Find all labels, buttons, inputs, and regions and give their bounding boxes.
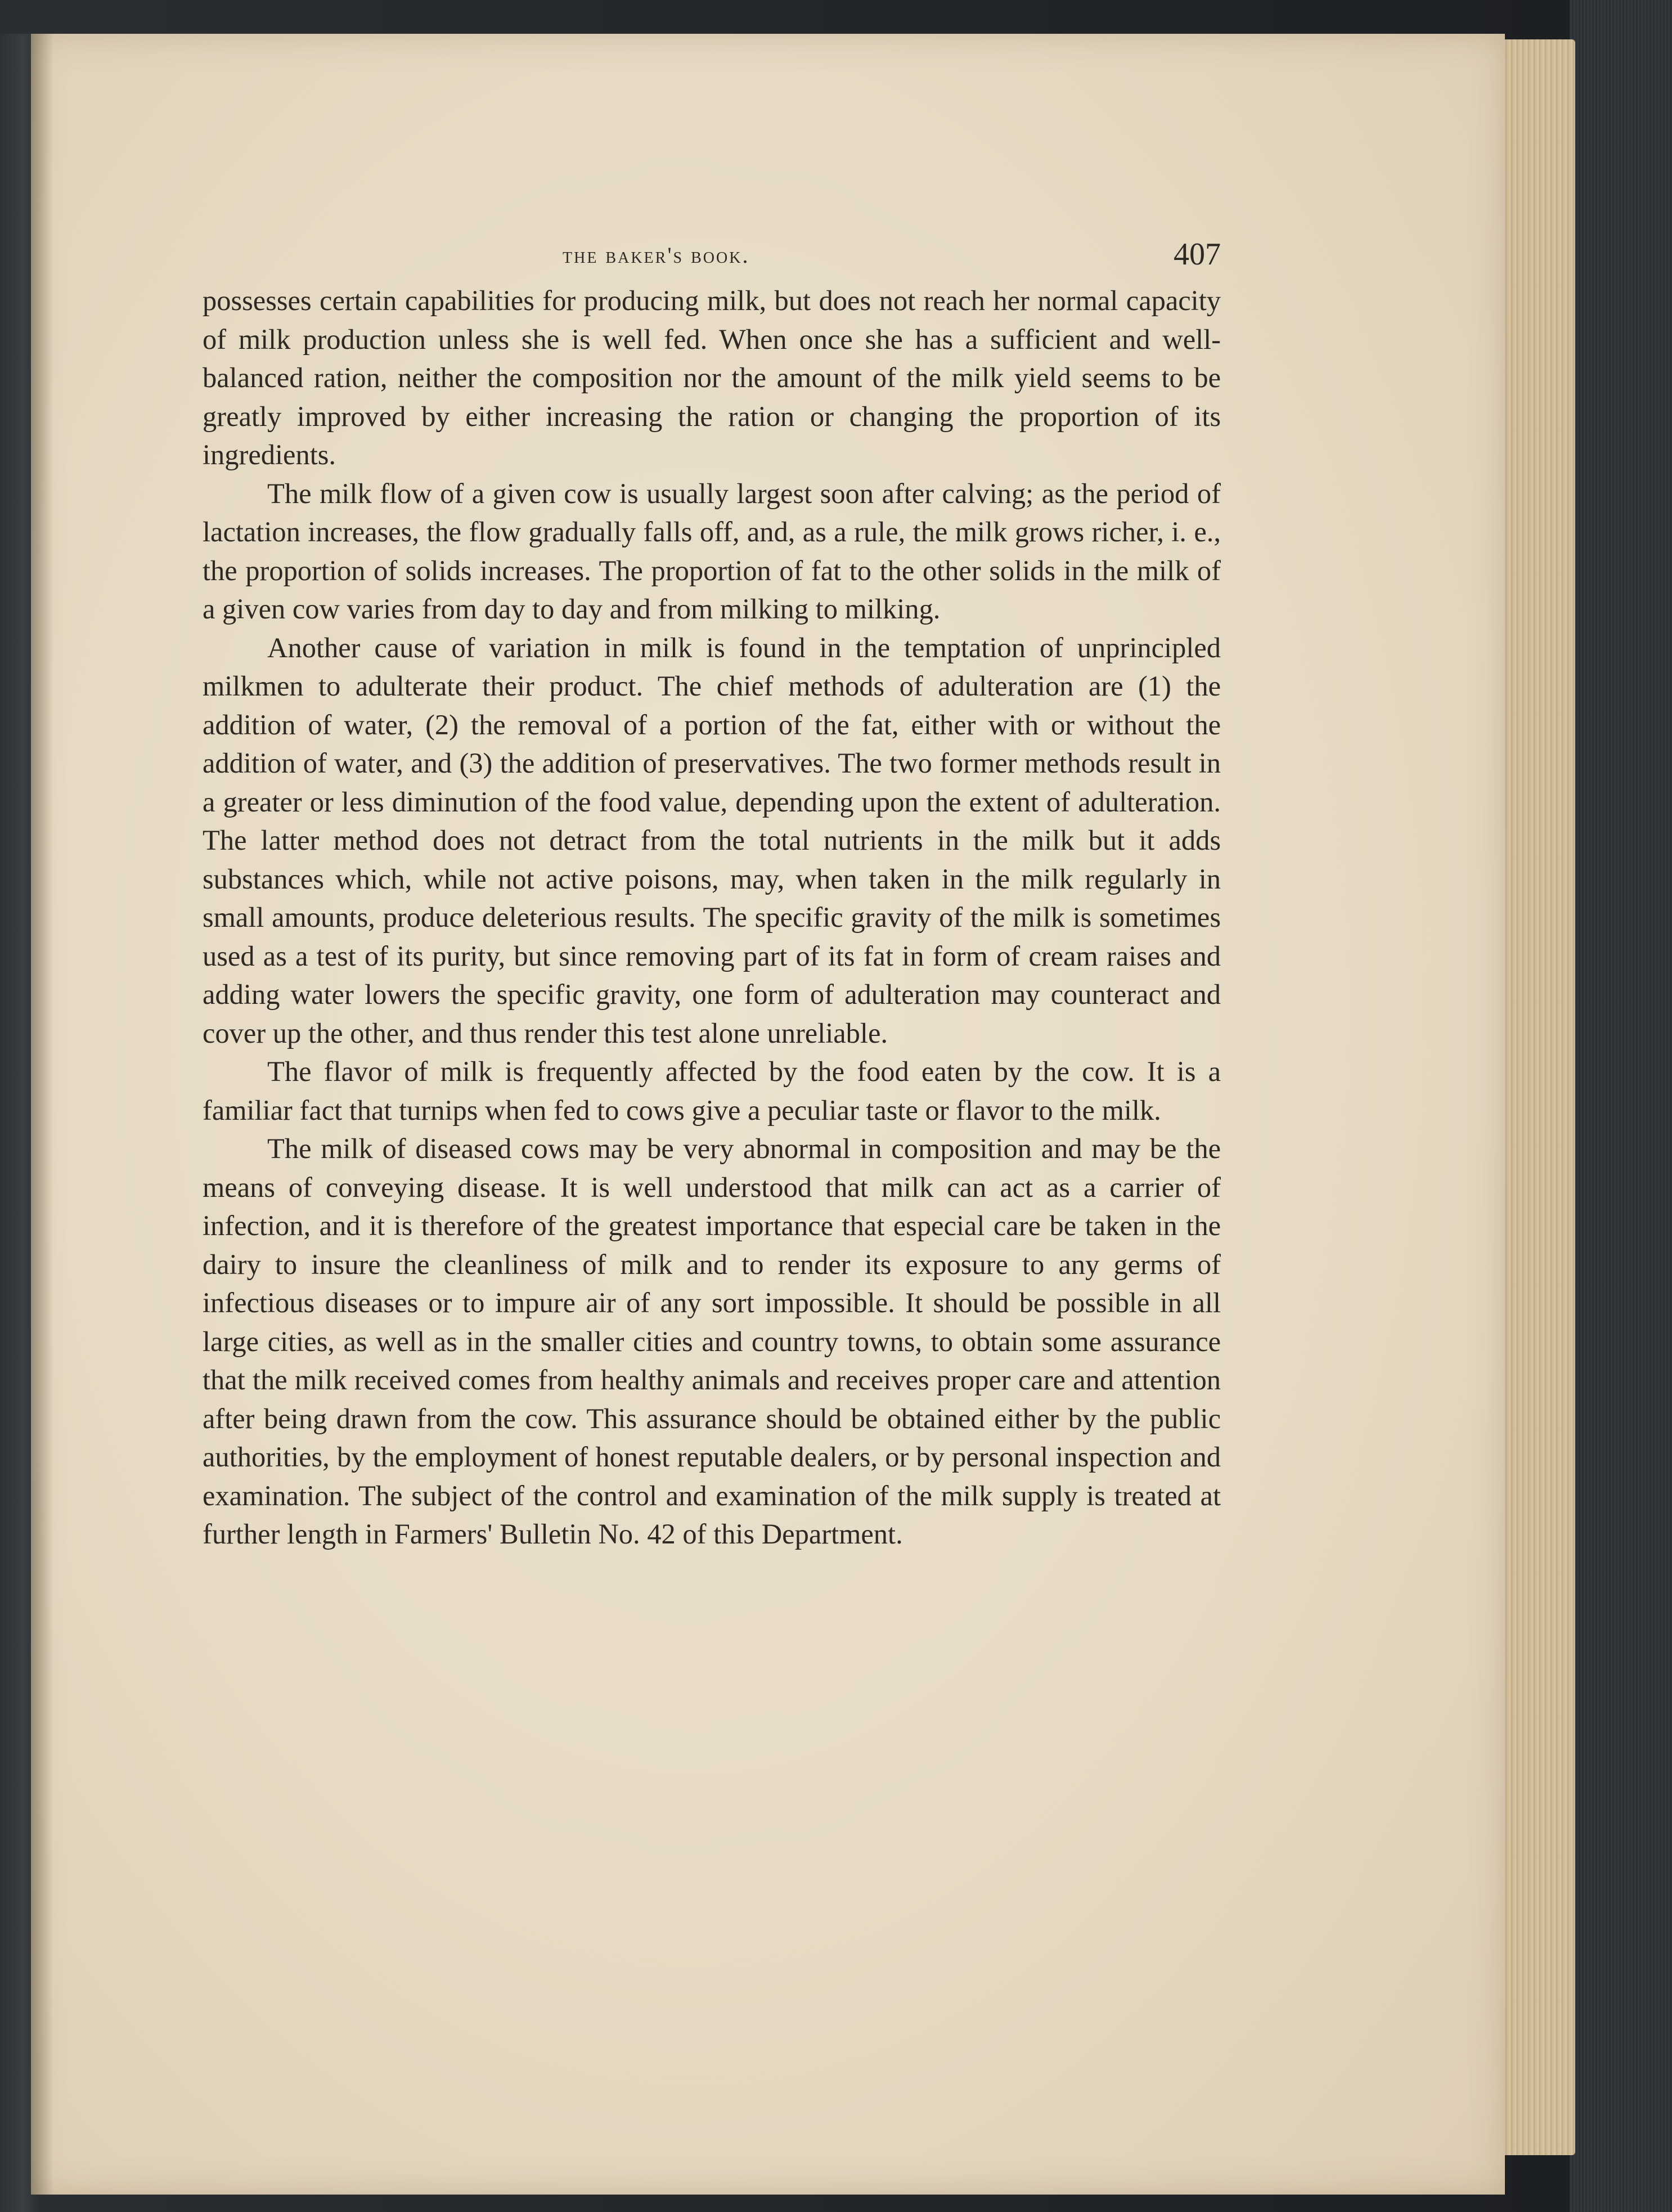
page-number: 407 xyxy=(1174,237,1221,272)
running-title: the baker's book. xyxy=(563,243,750,268)
paragraph-5: The milk of diseased cows may be very abnormal in composition and may be the means of conveying disease. It is well understood that milk can act as a carrier of infection, and it is therefore of the greatest importance that especial care be taken in the dairy to insure the cleanliness of milk and to render its exposure to any germs of infectious diseases or to impure air of any sort impossible. It should be possible in all large cities, as well as in the smaller cities and country towns, to obtain some assurance that the milk received comes from healthy animals and receives proper care and attention after being drawn from the cow. This assurance should be obtained either by the public authorities, by the employment of honest reputable dealers, or by personal inspection and examination. The subject of the control and examination of the milk supply is treated at further length in Farmers' Bulletin No. 42 of this Department. xyxy=(203,1133,1221,1550)
page-gutter-shadow xyxy=(31,34,53,2195)
paragraph-2: The milk flow of a given cow is usually largest soon after calving; as the period of lactation increases, the flow gradually falls off, and, as a rule, the milk grows richer, i. e., the proportion of solids increases. The proportion of fat to the other solids in the milk of a given cow varies from day to day and from milking to milking. xyxy=(203,477,1221,625)
paragraph-1: possesses certain capabilities for producing milk, but does not reach her normal capacity of milk production unless she is well fed. When once she has a sufficient and well-balanced ration, neither the composition nor the amount of the milk yield seems to be greatly improved by either increasing the ration or changing the proportion of its ingredients. xyxy=(203,285,1221,470)
paragraph-4: The flavor of milk is frequently affected by the food eaten by the cow. It is a familiar fact that turnips when fed to cows give a peculiar taste or flavor to the milk. xyxy=(203,1056,1221,1126)
book-cover-right xyxy=(1570,0,1672,2212)
paragraph-3: Another cause of variation in milk is found in the temptation of unprincipled milkmen to adulterate their product. The chief methods of adulteration are (1) the addition of water, (2) the removal of a portion of the fat, either with or without the addition of water, and (3) the addition of preservatives. The two former methods result in a greater or less diminution of the food value, depending upon the extent of adulteration. The latter method does not detract from the total nutrients in the milk but it adds substances which, while not active poisons, may, when taken in the milk regularly in small amounts, produce deleterious results. The specific gravity of the milk is sometimes used as a test of its purity, but since removing part of its fat in form of cream raises and adding water lowers the specific gravity, one form of adulteration may counteract and cover up the other, and thus render this test alone unreliable. xyxy=(203,631,1221,1049)
running-head xyxy=(203,236,1221,281)
text-block xyxy=(203,236,1221,1554)
